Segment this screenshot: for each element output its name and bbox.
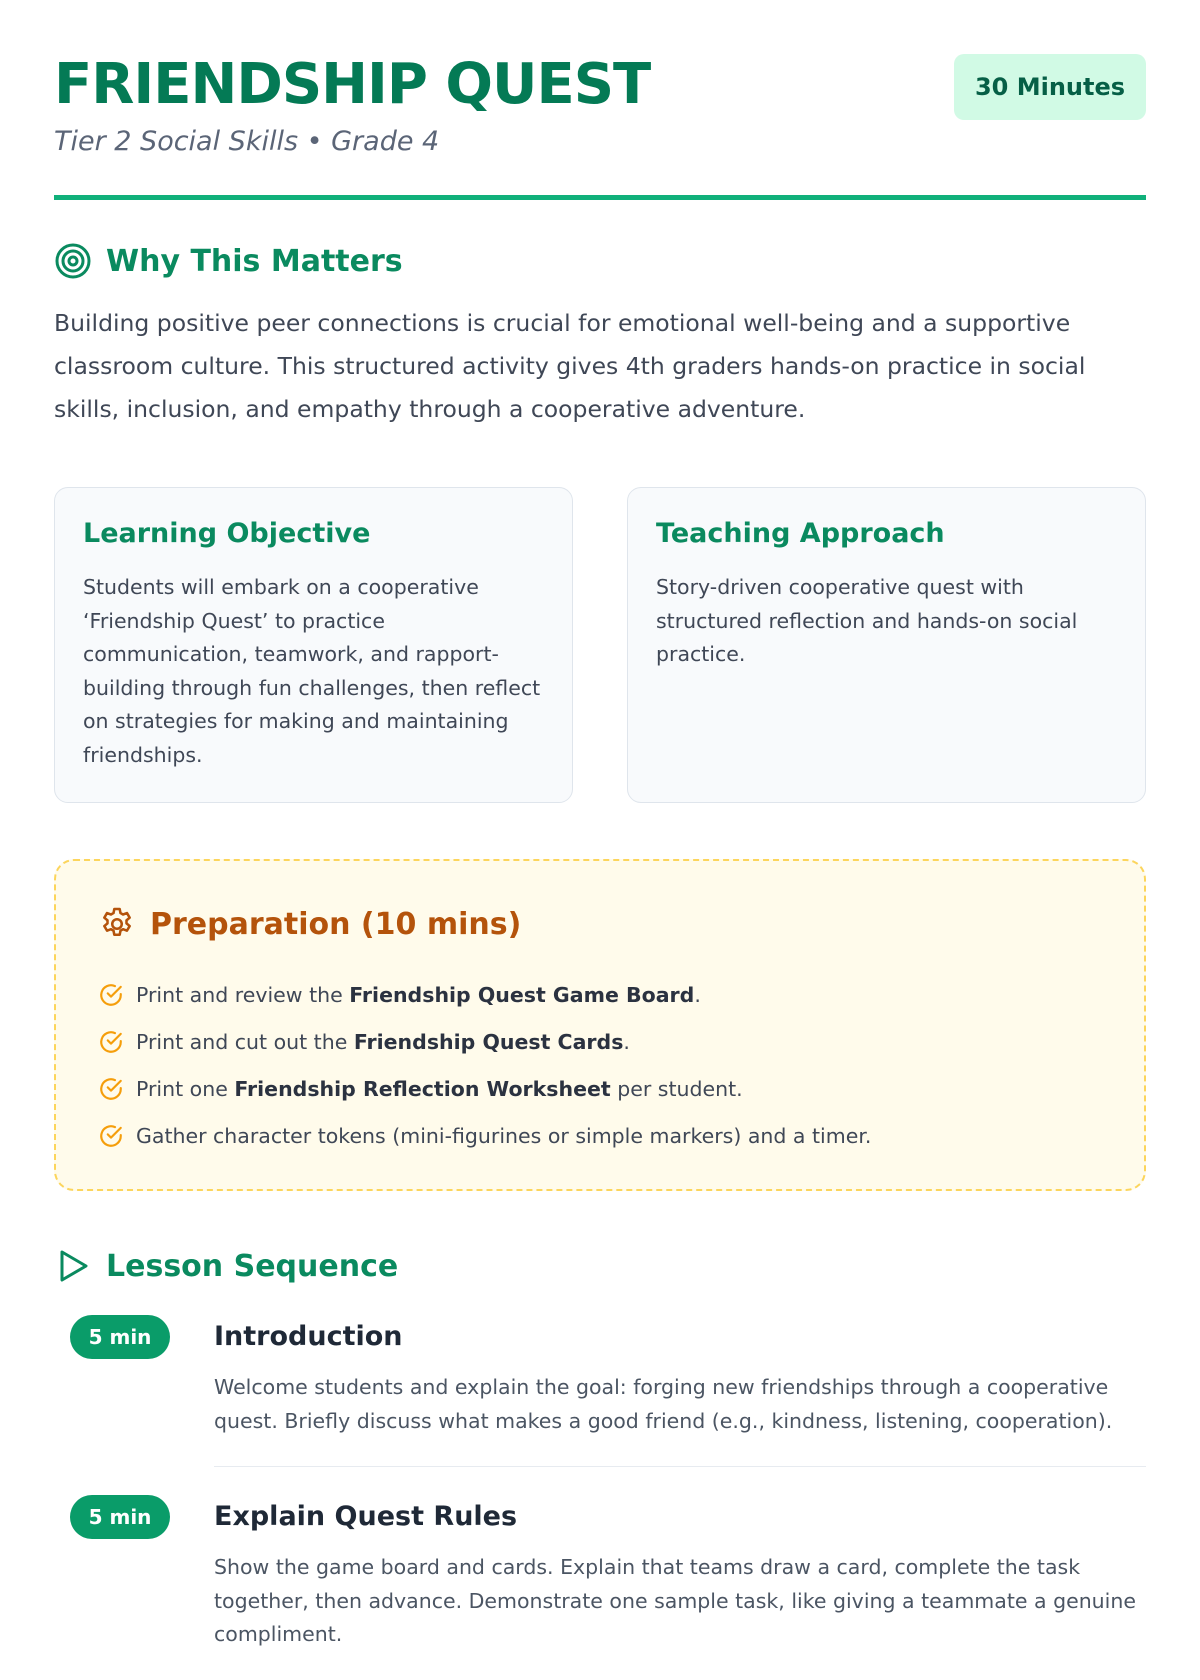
step-time-badge: 5 min xyxy=(70,1495,170,1539)
info-cards xyxy=(54,487,1146,803)
page-title: FRIENDSHIP QUEST xyxy=(54,52,651,117)
teaching-approach-card xyxy=(627,487,1146,803)
preparation-item-text: Print and cut out the Friendship Quest Cards. xyxy=(136,1029,630,1054)
why-section xyxy=(54,242,1146,431)
step-body xyxy=(214,1313,1146,1467)
preparation-heading xyxy=(98,905,1102,943)
why-text: Building positive peer connections is crucial for emotional well-being and a supportive classroom culture. This structured activity gives 4th graders hands-on practice in social skills, inclusion, and empathy through a cooperative adventure. xyxy=(54,309,1086,423)
preparation-item-text: Print and review the Friendship Quest Game Board. xyxy=(136,982,701,1007)
preparation-heading-label: Preparation (10 mins) xyxy=(150,906,522,942)
preparation-item xyxy=(98,1065,1102,1112)
page-subtitle: Tier 2 Social Skills • Grade 4 xyxy=(54,126,440,157)
check-circle-icon xyxy=(98,1123,124,1149)
learning-objective-title: Learning Objective xyxy=(83,518,371,549)
preparation-item xyxy=(98,1018,1102,1065)
lesson-sequence-heading-label: Lesson Sequence xyxy=(106,1248,399,1284)
learning-objective-card xyxy=(54,487,573,803)
preparation-list xyxy=(98,971,1102,1159)
teaching-approach-text: Story-driven cooperative quest with structured reflection and hands-on social practice. xyxy=(656,575,1078,666)
target-icon xyxy=(54,242,92,280)
teaching-approach-title: Teaching Approach xyxy=(656,518,945,549)
step-text: Welcome students and explain the goal: forging new friendships through a cooperative quest. Briefly discuss what makes a good friend (e.g., kindness, listening, cooperation). xyxy=(214,1375,1113,1433)
step-time-badge: 5 min xyxy=(70,1315,170,1359)
lesson-step xyxy=(54,1313,1146,1467)
lesson-step xyxy=(54,1493,1146,1680)
play-icon xyxy=(54,1247,92,1285)
lesson-sequence-section xyxy=(54,1247,1146,1680)
step-title: Explain Quest Rules xyxy=(214,1501,518,1532)
why-heading xyxy=(54,242,1146,280)
page-header xyxy=(54,0,1146,200)
preparation-item-text: Gather character tokens (mini-figurines or simple markers) and a timer. xyxy=(136,1123,872,1148)
check-circle-icon xyxy=(98,1029,124,1055)
preparation-item xyxy=(98,971,1102,1018)
preparation-item xyxy=(98,1112,1102,1159)
learning-objective-text: Students will embark on a cooperative ‘Friendship Quest’ to practice communication, teamwork, and rapport-building through fun challenges, then reflect on strategies for making and maintaining friendships. xyxy=(83,575,541,767)
duration-badge: 30 Minutes xyxy=(954,54,1146,120)
check-circle-icon xyxy=(98,1076,124,1102)
preparation-section xyxy=(54,859,1146,1191)
step-text: Show the game board and cards. Explain that teams draw a card, complete the task together, then advance. Demonstrate one sample task, like giving a teammate a genuine compliment. xyxy=(214,1555,1136,1646)
preparation-item-text: Print one Friendship Reflection Worksheet per student. xyxy=(136,1076,743,1101)
lesson-sequence-heading xyxy=(54,1247,1146,1285)
step-title: Introduction xyxy=(214,1321,403,1352)
check-circle-icon xyxy=(98,982,124,1008)
why-heading-label: Why This Matters xyxy=(106,243,403,279)
gear-icon xyxy=(98,905,136,943)
step-body xyxy=(214,1493,1146,1680)
